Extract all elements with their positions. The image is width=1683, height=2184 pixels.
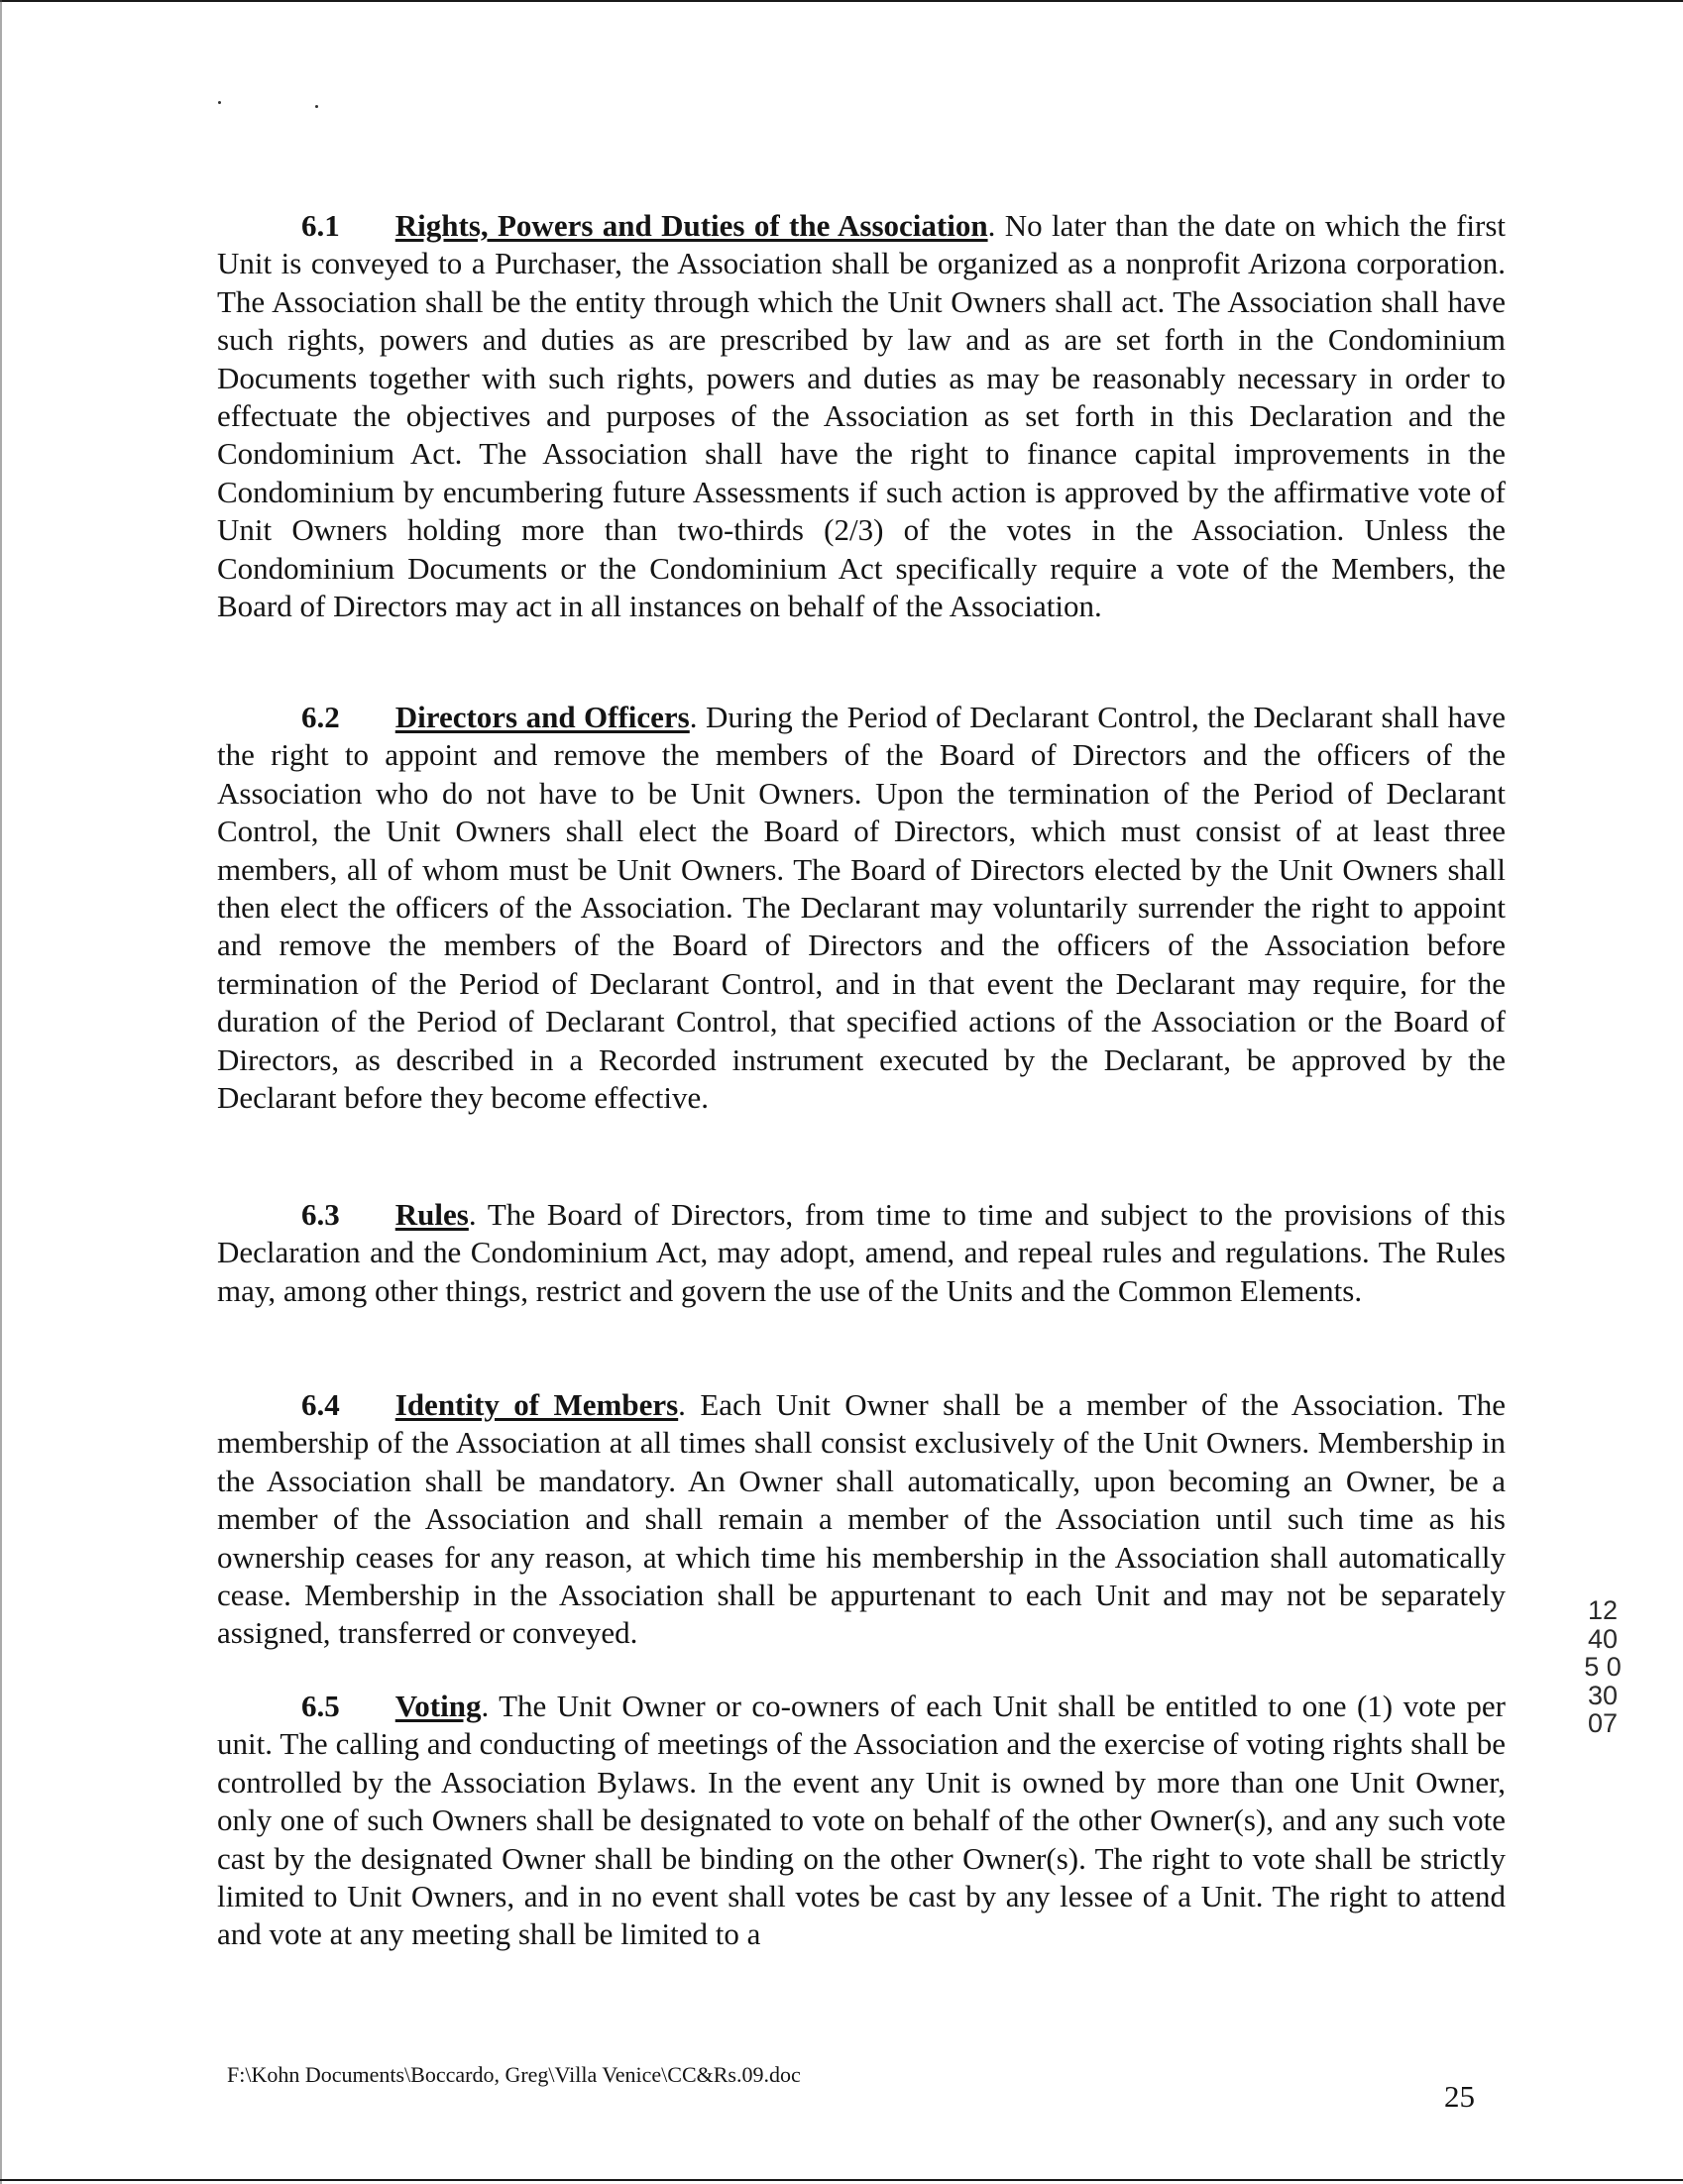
section-body: The Board of Directors, from time to time and subject to the provisions of this Declaration and the Condominium Act, may adopt, amend, and repeal rules and regulations. The Rules may, among other things, restrict and govern the use of the Units and the Common Elements. — [217, 1197, 1506, 1308]
scan-speck — [315, 105, 318, 108]
scan-edge-bottom — [0, 2179, 1683, 2181]
section-body: No later than the date on which the first Unit is conveyed to a Purchaser, the Association shall be organized as a nonprofit Arizona corporation. The Association shall be the entity through which the Unit Owners shall act. The Association shall have such rights, powers and duties as are prescribed by law and as are set forth in the Condominium Documents together with such rights, powers and duties as may be reasonably necessary in order to effectuate the objectives and purposes of the Association as set forth in this Declaration and the Condominium Act. The Association shall have the right to finance capital improvements in the Condominium by encumbering future Assessments if such action is approved by the affirmative vote of Unit Owners holding more than two-thirds (2/3) of the votes in the Association. Unless the Condominium Documents or the Condominium Act specifically require a vote of the Members, the Board of Directors may act in all instances on behalf of the Association. — [217, 208, 1507, 624]
section-body: During the Period of Declarant Control, the Declarant shall have the right to appoint and remove the members of the Board of Directors and the officers of the Association who do not have to be Unit Owners. Upon the termination of the Period of Declarant Control, the Unit Owners shall elect the Board of Directors, which must consist of at least three members, all of whom must be Unit Owners. The Board of Directors elected by the Unit Owners shall then elect the officers of the Association. The Declarant may voluntarily surrender the right to appoint and remove the members of the Board of Directors and the officers of the Association before termination of the Period of Declarant Control, and in that event the Declarant may require, for the duration of the Period of Declarant Control, that specified actions of the Association or the Board of Directors, as described in a Recorded instrument executed by the Declarant, be approved by the Declarant before they become effective. — [217, 700, 1506, 1116]
page-number: 25 — [1444, 2079, 1475, 2114]
section-number: 6.4 — [301, 1387, 340, 1422]
section-number: 6.1 — [301, 208, 340, 243]
section-body: The Unit Owner or co-owners of each Unit shall be entitled to one (1) vote per unit. The calling and conducting of meetings of the Association and the exercise of voting rights shall be controlled by the Association Bylaws. In the event any Unit is owned by more than one Unit Owner, only one of such Owners shall be designated to vote on behalf of the other Owner(s), and any such vote cast by the designated Owner shall be binding on the other Owner(s). The right to vote shall be strictly limited to Unit Owners, and in no event shall votes be cast by any lessee of a Unit. The right to attend and vote at any meeting shall be limited to a — [217, 1689, 1506, 1952]
section-6-5: 6.5 Voting. The Unit Owner or co-owners of each Unit shall be entitled to one (1) vote per unit. The calling and conducting of meetings of the Association and the exercise of voting rights shall be controlled by the Association Bylaws. In the event any Unit is owned by more than one Unit Owner, only one of such Owners shall be designated to vote on behalf of the other Owner(s), and any such vote cast by the designated Owner shall be binding on the other Owner(s). The right to vote shall be strictly limited to Unit Owners, and in no event shall votes be cast by any lessee of a Unit. The right to attend and vote at any meeting shall be limited to a — [217, 1689, 1506, 1952]
scan-edge-left — [0, 0, 2, 2184]
section-heading: Rules — [394, 1197, 469, 1232]
footer-file-path: F:\Kohn Documents\Boccardo, Greg\Villa Venice\CC&Rs.09.doc — [227, 2062, 801, 2087]
section-heading: Voting — [394, 1689, 482, 1723]
section-heading: Rights, Powers and Duties of the Association — [394, 208, 988, 243]
section-number: 6.3 — [301, 1197, 340, 1232]
recording-number-stamp: 12405 03007 — [1584, 1595, 1622, 1739]
section-heading: Directors and Officers — [394, 700, 690, 734]
section-6-2: 6.2 Directors and Officers. During the Period of Declarant Control, the Declarant shall have the right to appoint and remove the members of the Board of Directors and the officers of the Association who do not have to be Unit Owners. Upon the termination of the Period of Declarant Control, the Unit Owners shall elect the Board of Directors, which must consist of at least three members, all of whom must be Unit Owners. The Board of Directors elected by the Unit Owners shall then elect the officers of the Association. The Declarant may voluntarily surrender the right to appoint and remove the members of the Board of Directors and the officers of the Association before termination of the Period of Declarant Control, and in that event the Declarant may require, for the duration of the Period of Declarant Control, that specified actions of the Association or the Board of Directors, as described in a Recorded instrument executed by the Declarant, be approved by the Declarant before they become effective. — [217, 700, 1506, 1116]
section-6-3: 6.3 Rules. The Board of Directors, from time to time and subject to the provisions of this Declaration and the Condominium Act, may adopt, amend, and repeal rules and regulations. The Rules may, among other things, restrict and govern the use of the Units and the Common Elements. — [217, 1197, 1506, 1308]
section-number: 6.2 — [301, 700, 340, 734]
section-body: Each Unit Owner shall be a member of the Association. The membership of the Association at all times shall consist exclusively of the Unit Owners. Membership in the Association shall be mandatory. An Owner shall automatically, upon becoming an Owner, be a member of the Association and shall remain a member of the Association until such time as his ownership ceases for any reason, at which time his membership in the Association shall automatically cease. Membership in the Association shall be appurtenant to each Unit and may not be separately assigned, transferred or conveyed. — [217, 1387, 1506, 1651]
section-6-4: 6.4 Identity of Members. Each Unit Owner shall be a member of the Association. The membership of the Association at all times shall consist exclusively of the Unit Owners. Membership in the Association shall be mandatory. An Owner shall automatically, upon becoming an Owner, be a member of the Association and shall remain a member of the Association until such time as his ownership ceases for any reason, at which time his membership in the Association shall automatically cease. Membership in the Association shall be appurtenant to each Unit and may not be separately assigned, transferred or conveyed. — [217, 1387, 1506, 1651]
section-heading: Identity of Members — [394, 1387, 679, 1422]
scan-edge-top — [0, 0, 1683, 2]
section-6-1: 6.1 Rights, Powers and Duties of the Association. No later than the date on which the first Unit is conveyed to a Purchaser, the Association shall be organized as a nonprofit Arizona corporation. The Association shall be the entity through which the Unit Owners shall act. The Association shall have such rights, powers and duties as are prescribed by law and as are set forth in the Condominium Documents together with such rights, powers and duties as may be reasonably necessary in order to effectuate the objectives and purposes of the Association as set forth in this Declaration and the Condominium Act. The Association shall have the right to finance capital improvements in the Condominium by encumbering future Assessments if such action is approved by the affirmative vote of Unit Owners holding more than two-thirds (2/3) of the votes in the Association. Unless the Condominium Documents or the Condominium Act specifically require a vote of the Members, the Board of Directors may act in all instances on behalf of the Association. — [217, 208, 1507, 624]
section-number: 6.5 — [301, 1689, 340, 1723]
scan-speck — [218, 101, 221, 104]
